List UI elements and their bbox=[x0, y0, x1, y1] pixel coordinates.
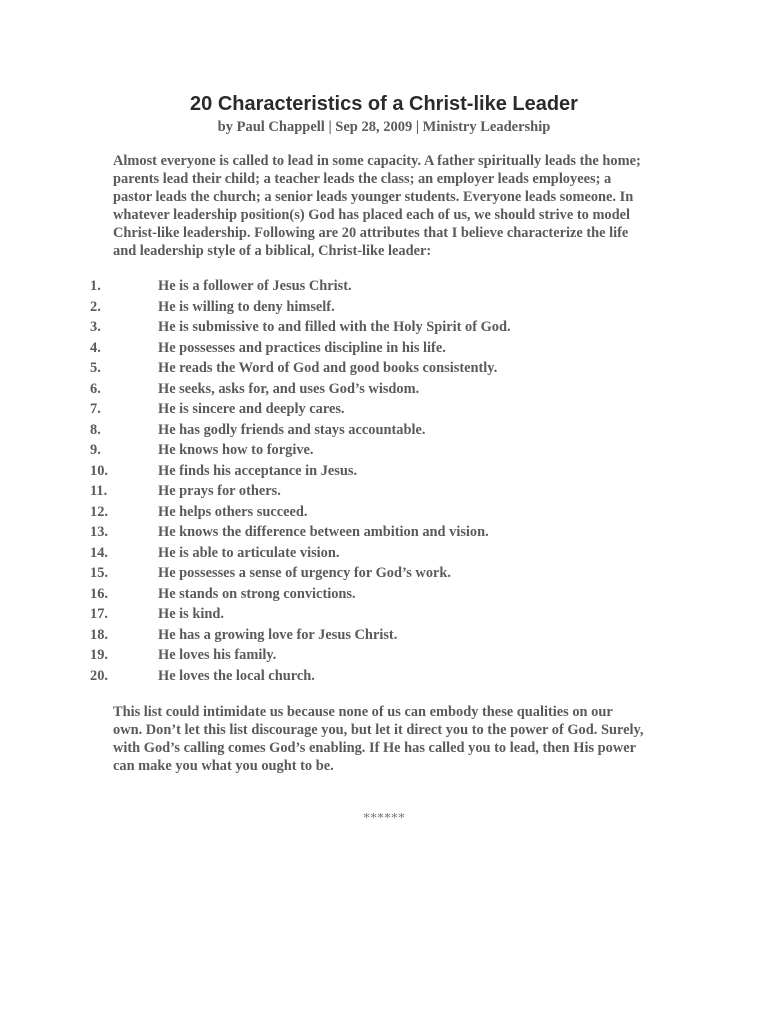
list-item-text: He has a growing love for Jesus Christ. bbox=[158, 626, 398, 643]
list-item bbox=[0, 564, 768, 585]
closing-paragraph: This list could intimidate us because none of us can embody these qualities on our own. Don’t let this list discourage you, but let it direct you to the power of God. Surely, with God’s calling comes God’s enabling. If He has called you to lead, then His power can make you what you ought to be. bbox=[113, 704, 644, 774]
list-item-text: He possesses and practices discipline in his life. bbox=[158, 339, 446, 356]
list-item-text: He is willing to deny himself. bbox=[158, 298, 335, 315]
list-item-number: 3. bbox=[90, 319, 101, 335]
list-item bbox=[0, 585, 768, 606]
list-item-text: He helps others succeed. bbox=[158, 503, 308, 520]
list-item bbox=[0, 626, 768, 647]
list-item-number: 2. bbox=[90, 298, 101, 315]
list-item-text: He is kind. bbox=[158, 606, 224, 622]
list-item bbox=[0, 359, 768, 380]
list-item-number: 10. bbox=[90, 462, 108, 479]
list-item-text: He is a follower of Jesus Christ. bbox=[158, 278, 352, 294]
list-item-text: He knows the difference between ambition and vision. bbox=[158, 524, 489, 540]
list-item bbox=[0, 544, 768, 565]
list-item bbox=[0, 441, 768, 462]
list-item bbox=[0, 339, 768, 360]
list-item-number: 8. bbox=[90, 421, 101, 438]
list-item-number: 15. bbox=[90, 565, 108, 581]
list-item-text: He finds his acceptance in Jesus. bbox=[158, 462, 358, 479]
list-item-number: 14. bbox=[90, 544, 108, 561]
list-item bbox=[0, 400, 768, 421]
list-item-number: 5. bbox=[90, 360, 101, 376]
list-item bbox=[0, 503, 768, 524]
list-item-number: 18. bbox=[90, 626, 108, 643]
list-item-text: He reads the Word of God and good books consistently. bbox=[158, 360, 498, 376]
list-item bbox=[0, 667, 768, 688]
list-item-number: 9. bbox=[90, 442, 101, 458]
list-item-number: 20. bbox=[90, 667, 108, 684]
list-item bbox=[0, 523, 768, 544]
list-item bbox=[0, 605, 768, 626]
list-item bbox=[0, 380, 768, 401]
characteristics-list bbox=[0, 277, 768, 687]
document-byline: by Paul Chappell | Sep 28, 2009 | Ministry Leadership bbox=[217, 119, 551, 135]
list-item-text: He knows how to forgive. bbox=[158, 442, 314, 458]
list-item-number: 16. bbox=[90, 585, 108, 602]
document-title: 20 Characteristics of a Christ-like Leader bbox=[190, 93, 578, 115]
list-item bbox=[0, 318, 768, 339]
list-item-text: He loves the local church. bbox=[158, 667, 315, 684]
intro-paragraph: Almost everyone is called to lead in some capacity. A father spiritually leads the home; parents lead their child; a teacher leads the class; an employer leads employees; a pastor leads the church; a senior leads younger students. Everyone leads someone. In whatever leadership position(s) God has placed each of us, we should strive to model Christ-like leadership. Following are 20 attributes that I believe characterize the life and leadership style of a biblical, Christ-like leader: bbox=[113, 153, 641, 259]
list-item-number: 13. bbox=[90, 524, 108, 540]
list-item-text: He possesses a sense of urgency for God’s work. bbox=[158, 565, 451, 581]
list-item-number: 11. bbox=[90, 483, 108, 499]
list-item bbox=[0, 482, 768, 503]
list-item bbox=[0, 646, 768, 667]
list-item-text: He seeks, asks for, and uses God’s wisdom. bbox=[158, 380, 420, 397]
list-item-text: He stands on strong convictions. bbox=[158, 585, 356, 602]
list-item-text: He is able to articulate vision. bbox=[158, 544, 340, 561]
list-item bbox=[0, 421, 768, 442]
list-item-number: 7. bbox=[90, 401, 101, 417]
list-item-number: 6. bbox=[90, 380, 101, 397]
section-separator: ****** bbox=[363, 811, 405, 826]
list-item-text: He loves his family. bbox=[158, 647, 277, 663]
list-item-text: He is submissive to and filled with the Holy Spirit of God. bbox=[158, 319, 511, 335]
list-item bbox=[0, 298, 768, 319]
list-item-text: He is sincere and deeply cares. bbox=[158, 401, 345, 417]
list-item bbox=[0, 462, 768, 483]
list-item bbox=[0, 277, 768, 298]
list-item-number: 12. bbox=[90, 503, 108, 520]
list-item-number: 4. bbox=[90, 339, 101, 356]
list-item-number: 17. bbox=[90, 606, 108, 622]
list-item-text: He has godly friends and stays accountable. bbox=[158, 421, 426, 438]
list-item-number: 19. bbox=[90, 647, 108, 663]
list-item-text: He prays for others. bbox=[158, 483, 281, 499]
list-item-number: 1. bbox=[90, 278, 101, 294]
